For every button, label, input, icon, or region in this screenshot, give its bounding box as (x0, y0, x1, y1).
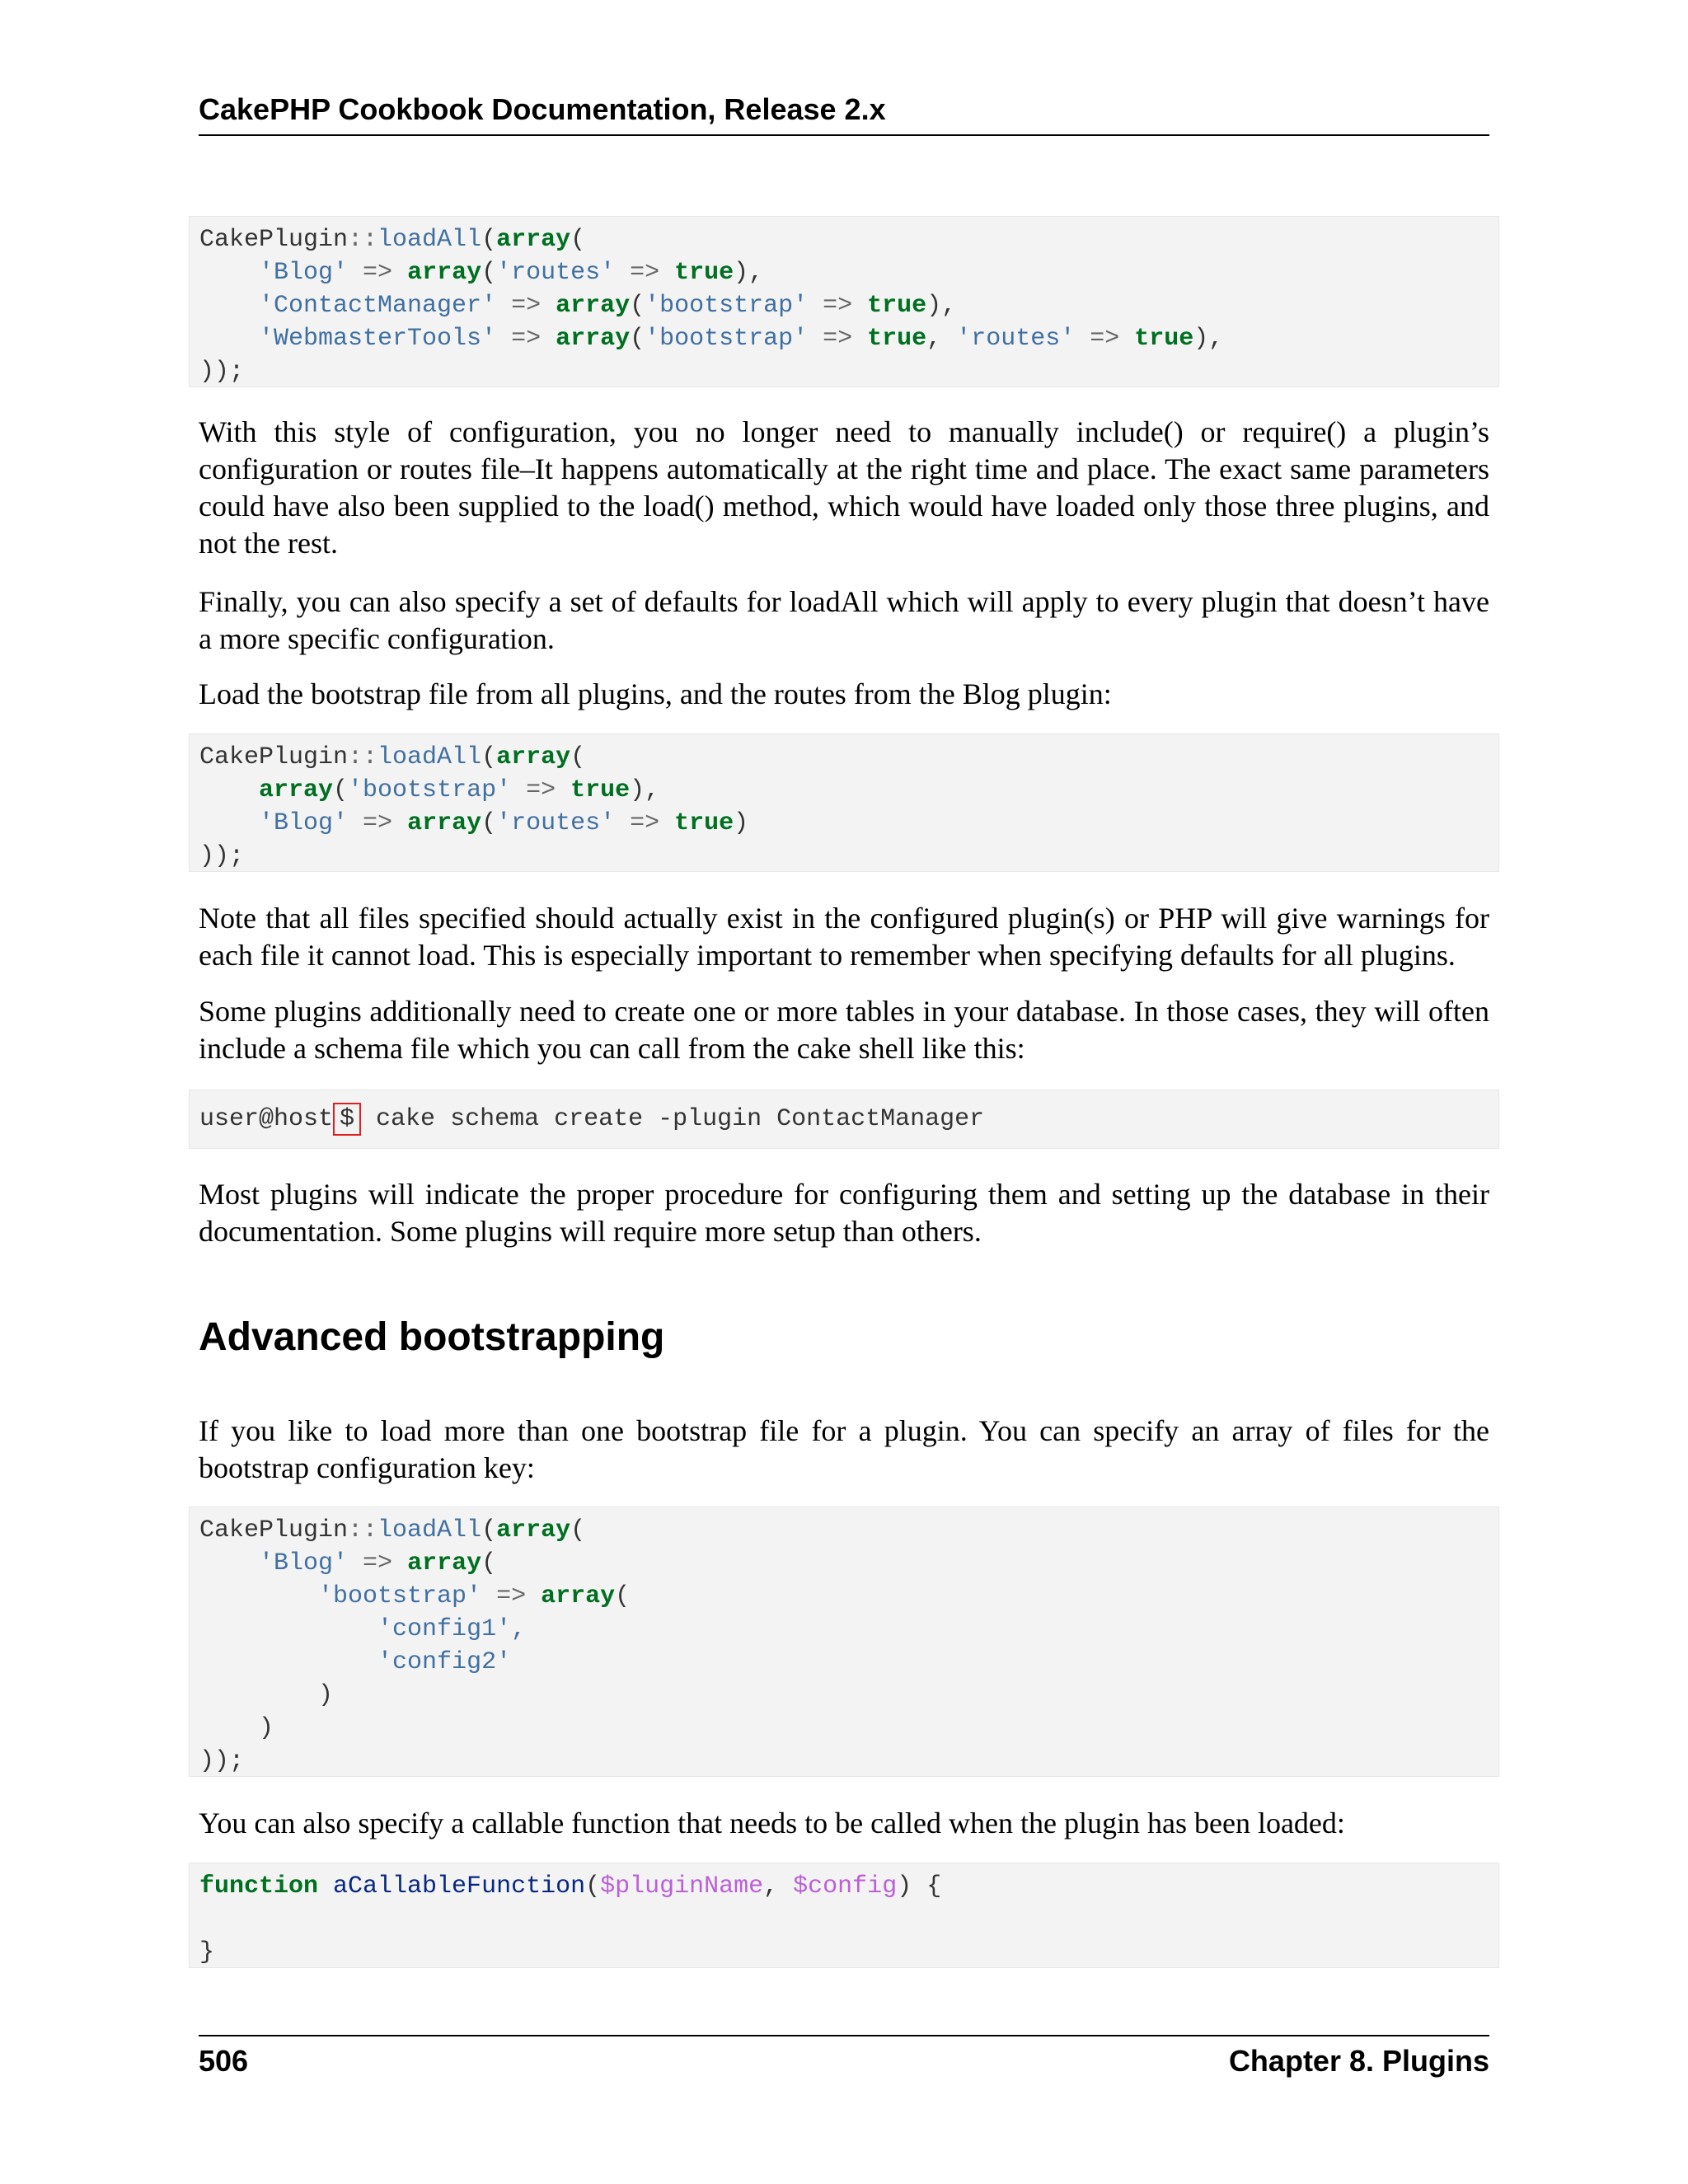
shell-command: cake schema create -plugin ContactManager (361, 1105, 985, 1133)
code-line: 'Blog' => array('routes' => true), (259, 259, 764, 287)
page-number: 506 (199, 2044, 249, 2078)
shell-prompt: user@host (199, 1105, 334, 1133)
chapter-title: Chapter 8. Plugins (1228, 2044, 1489, 2078)
paragraph-config-style: With this style of configuration, you no longer need to manually include() or require() a plugin’s configuration or routes file–It happens automatically at the right time and place. The exact same parameters could have also been supplied to the load() method, which would have loaded only those three plugins, and not the rest. (199, 415, 1489, 560)
code-line: array('bootstrap' => true), (259, 776, 660, 804)
paragraph-multiple-bootstrap: If you like to load more than one bootstrap file for a plugin. You can specify an array of files for the bootstrap configuration key: (199, 1414, 1489, 1484)
code-line: 'bootstrap' => array( (318, 1582, 631, 1610)
code-line: )); (199, 1747, 245, 1775)
paragraph-defaults: Finally, you can also specify a set of defaults for loadAll which will apply to every plugin that doesn’t have a more specific configuration. (199, 585, 1489, 655)
code-block-bootstrap-array (189, 1507, 1499, 1777)
code-line: CakePlugin::loadAll(array( (199, 226, 586, 254)
code-line: 'config2' (377, 1648, 512, 1676)
footer-rule (199, 2035, 1489, 2036)
code-line: 'config1', (377, 1615, 527, 1643)
code-block-loadall-defaults (189, 733, 1499, 872)
paragraph-load-bootstrap: Load the bootstrap file from all plugins, and the routes from the Blog plugin: (199, 677, 1112, 710)
section-heading: Advanced bootstrapping (199, 1315, 665, 1359)
code-line: )); (199, 358, 245, 386)
running-header: CakePHP Cookbook Documentation, Release 2.x (199, 92, 886, 126)
code-line: 'ContactManager' => array('bootstrap' => true), (259, 292, 957, 320)
code-line: CakePlugin::loadAll(array( (199, 1516, 586, 1544)
code-line: 'Blog' => array('routes' => true) (259, 809, 749, 837)
paragraph-callable: You can also specify a callable function that needs to be called when the plugin has been loaded: (199, 1807, 1345, 1840)
code-line: 'WebmasterTools' => array('bootstrap' => true, 'routes' => true), (259, 325, 1224, 353)
paragraph-schema: Some plugins additionally need to create one or more tables in your database. In those cases, they will often include a schema file which you can call from the cake shell like this: (199, 995, 1489, 1065)
code-block-shell-command (189, 1090, 1499, 1149)
code-line: ) (259, 1714, 274, 1742)
code-line: function aCallableFunction($pluginName, $config) { (199, 1872, 942, 1900)
code-block-loadall-options (189, 216, 1499, 387)
code-line: } (199, 1938, 215, 1966)
code-line: CakePlugin::loadAll(array( (199, 743, 586, 771)
code-block-callable-function (189, 1863, 1499, 1968)
shell-dollar-sign: $ (333, 1103, 361, 1136)
paragraph-procedure: Most plugins will indicate the proper procedure for configuring them and setting up the database in their documentation. Some plugins will require more setup than others. (199, 1178, 1489, 1248)
code-line: 'Blog' => array( (259, 1549, 497, 1577)
header-rule (199, 134, 1489, 136)
code-line: ) (318, 1681, 334, 1709)
paragraph-note-files: Note that all files specified should actually exist in the configured plugin(s) or PHP will give warnings for each file it cannot load. This is especially important to remember when specifying defaults for all plugins. (199, 902, 1489, 972)
code-line: )); (199, 842, 245, 870)
